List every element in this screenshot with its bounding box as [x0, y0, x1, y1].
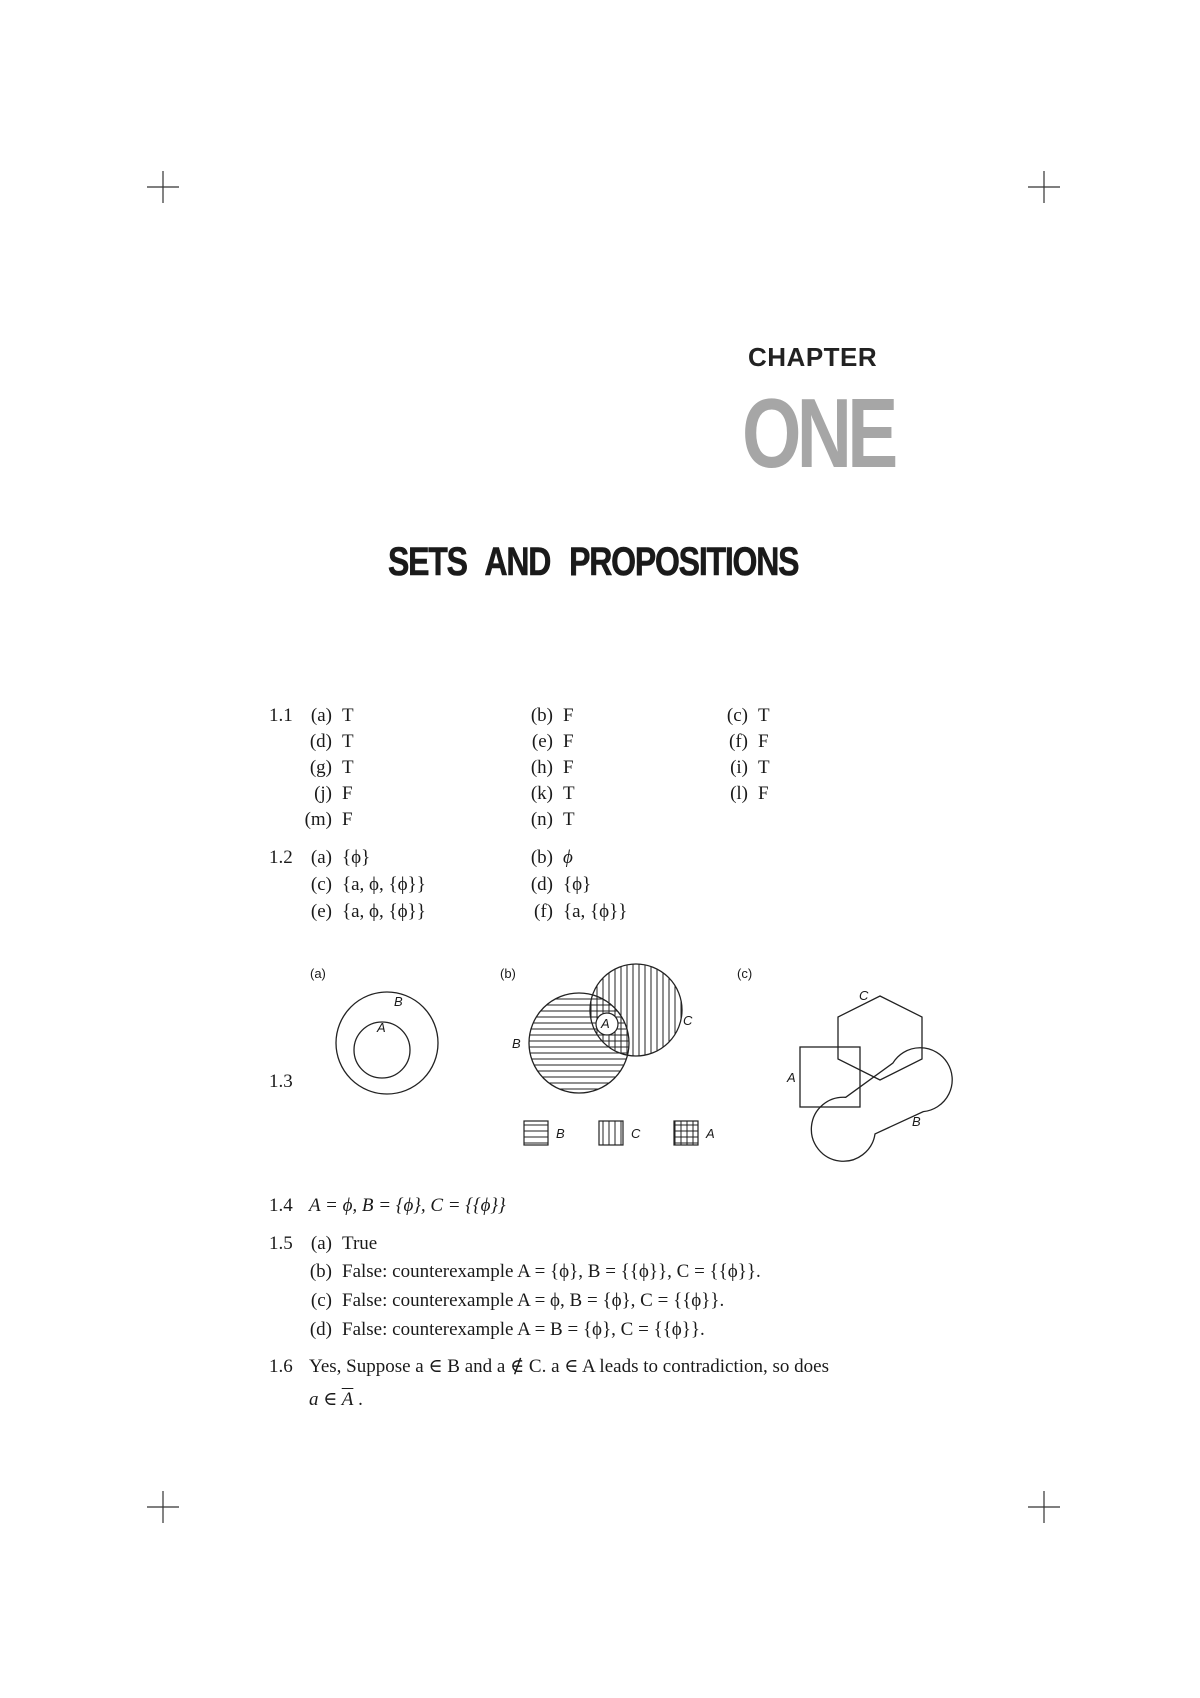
item-label: (l)	[730, 783, 748, 804]
item-label: (c)	[310, 874, 332, 895]
set-label: B	[512, 1036, 521, 1051]
exercise-number: 1.3	[269, 1071, 293, 1092]
set-label: A	[377, 1020, 386, 1035]
text-part: a ∈	[309, 1389, 342, 1410]
text-part: .	[358, 1389, 363, 1410]
item-label: (k)	[530, 783, 553, 804]
item-value: {a, ϕ, {ϕ}}	[342, 901, 426, 922]
item-value: F	[758, 783, 769, 804]
item-value: {a, ϕ, {ϕ}}	[342, 874, 426, 895]
legend-label: C	[631, 1126, 641, 1141]
item-label: (a)	[310, 705, 332, 726]
set-label: B	[912, 1114, 921, 1129]
item-label: (j)	[314, 783, 332, 804]
legend-label: B	[556, 1126, 565, 1141]
item-value: {a, {ϕ}}	[563, 901, 628, 922]
panel-label: (a)	[310, 966, 326, 981]
exercise-number: 1.4	[269, 1195, 293, 1216]
item-text: False: counterexample A = ϕ, B = {ϕ}, C = {{ϕ}}.	[342, 1290, 725, 1311]
item-value: F	[342, 809, 353, 830]
item-label: (b)	[309, 1261, 332, 1282]
item-value: T	[342, 757, 354, 778]
complement-set: $\overline{A}$	[341, 1389, 354, 1410]
item-value: F	[563, 757, 574, 778]
answer-text: A = ϕ, B = {ϕ}, C = {{ϕ}}	[309, 1195, 506, 1216]
legend-swatch-c	[599, 1121, 623, 1145]
item-label: (g)	[309, 757, 332, 778]
legend-swatch-a	[674, 1121, 698, 1145]
legend-swatch-b	[524, 1121, 548, 1145]
item-label: (a)	[310, 847, 332, 868]
item-value: T	[563, 783, 575, 804]
item-value: T	[758, 705, 770, 726]
item-label: (d)	[530, 874, 553, 895]
item-value: F	[342, 783, 353, 804]
item-label: (b)	[530, 705, 553, 726]
answer-text-continued	[309, 1390, 363, 1409]
exercise-number: 1.2	[269, 847, 293, 868]
set-b-capsule	[805, 1045, 959, 1164]
item-label: (c)	[310, 1290, 332, 1311]
item-value: {ϕ}	[563, 874, 592, 895]
set-a-square	[800, 1047, 860, 1107]
item-value: {ϕ}	[342, 847, 371, 868]
chapter-number: ONE	[742, 378, 894, 488]
item-label: (h)	[530, 757, 553, 778]
item-value: F	[563, 705, 574, 726]
chapter-title: SETS AND PROPOSITIONS	[388, 540, 799, 584]
set-label: C	[683, 1013, 693, 1028]
item-value: T	[563, 809, 575, 830]
set-label: B	[394, 994, 403, 1009]
answer-item	[298, 1291, 724, 1310]
set-label: A	[787, 1070, 796, 1085]
answer-item	[298, 1320, 705, 1339]
exercise-number: 1.5	[269, 1233, 293, 1254]
item-text: True	[342, 1233, 378, 1254]
answer-item	[298, 1234, 377, 1253]
item-value: F	[563, 731, 574, 752]
set-b-circle	[336, 992, 438, 1094]
item-value: T	[758, 757, 770, 778]
item-label: (a)	[310, 1233, 332, 1254]
item-label: (f)	[534, 901, 553, 922]
item-label: (i)	[730, 757, 748, 778]
chapter-label: CHAPTER	[748, 342, 878, 372]
panel-label: (c)	[737, 966, 753, 981]
item-label: (c)	[726, 705, 748, 726]
answer-item	[298, 1262, 761, 1281]
set-c-hexagon	[838, 996, 922, 1080]
item-value: T	[342, 731, 354, 752]
set-label: C	[859, 988, 869, 1003]
answer-text: Yes, Suppose a ∈ B and a ∉ C. a ∈ A leads to contradiction, so does	[309, 1356, 829, 1377]
item-label: (d)	[309, 1319, 332, 1340]
item-value: F	[758, 731, 769, 752]
item-value: ϕ	[563, 847, 573, 868]
item-value: T	[342, 705, 354, 726]
set-label: A	[601, 1016, 610, 1031]
item-label: (d)	[309, 731, 332, 752]
legend-label: A	[706, 1126, 715, 1141]
item-label: (e)	[310, 901, 332, 922]
item-text: False: counterexample A = B = {ϕ}, C = {{ϕ}}.	[342, 1319, 705, 1340]
item-text: False: counterexample A = {ϕ}, B = {{ϕ}}, C = {{ϕ}}.	[342, 1261, 761, 1282]
item-label: (f)	[729, 731, 748, 752]
exercise-number: 1.6	[269, 1356, 293, 1377]
item-label: (m)	[304, 809, 332, 830]
item-label: (b)	[530, 847, 553, 868]
item-label: (e)	[531, 731, 553, 752]
panel-label: (b)	[500, 966, 516, 981]
exercise-number: 1.1	[269, 705, 293, 726]
item-label: (n)	[530, 809, 553, 830]
